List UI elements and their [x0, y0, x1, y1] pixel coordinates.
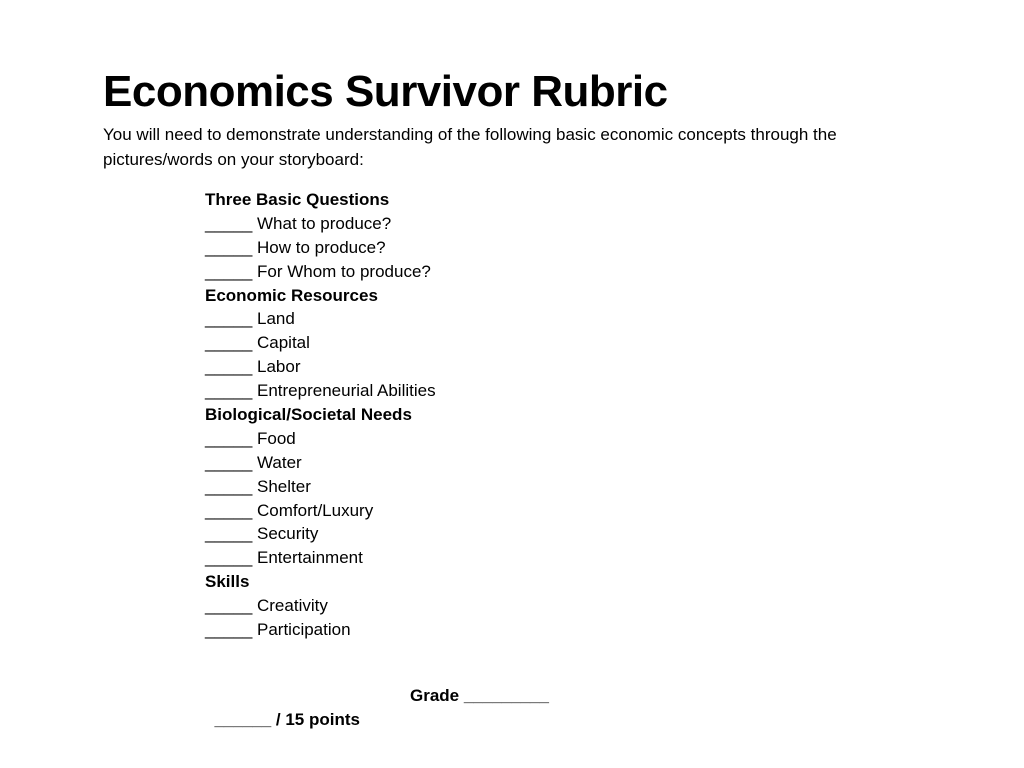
rubric-item-entertainment: _____ Entertainment	[205, 548, 363, 568]
section-heading-biological-societal-needs: Biological/Societal Needs	[205, 405, 412, 425]
rubric-item-labor: _____ Labor	[205, 357, 301, 377]
rubric-item-comfort-luxury: _____ Comfort/Luxury	[205, 500, 374, 520]
rubric-item-security: _____ Security	[205, 524, 319, 544]
section-heading-three-basic-questions: Three Basic Questions	[205, 190, 390, 209]
intro-text: You will need to demonstrate understanding of the following basic economic concepts through the pictures/words on your storyboard:	[103, 125, 837, 169]
rubric-item-what-to-produce: _____ What to produce?	[205, 213, 392, 233]
rubric-item-entrepreneurial-abilities: _____ Entrepreneurial Abilities	[205, 381, 436, 401]
rubric-item-shelter: _____ Shelter	[205, 476, 311, 496]
rubric-item-participation: _____ Participation	[205, 620, 351, 640]
rubric-item-land: _____ Land	[205, 309, 295, 329]
rubric-item-for-whom-to-produce: _____ For Whom to produce?	[205, 261, 431, 281]
rubric-item-water: _____ Water	[205, 452, 302, 472]
rubric-item-capital: _____ Capital	[205, 333, 310, 353]
rubric-item-how-to-produce: _____ How to produce?	[205, 237, 386, 257]
rubric-item-creativity: _____ Creativity	[205, 596, 328, 616]
points-total: ______ / 15 points	[214, 710, 360, 729]
grade-field: Grade _________	[410, 686, 549, 705]
page-title: Economics Survivor Rubric	[103, 67, 668, 116]
score-footer	[205, 684, 549, 756]
rubric-checklist	[205, 188, 436, 642]
rubric-item-food: _____ Food	[205, 428, 296, 448]
section-heading-economic-resources: Economic Resources	[205, 285, 378, 305]
section-heading-skills: Skills	[205, 572, 250, 592]
